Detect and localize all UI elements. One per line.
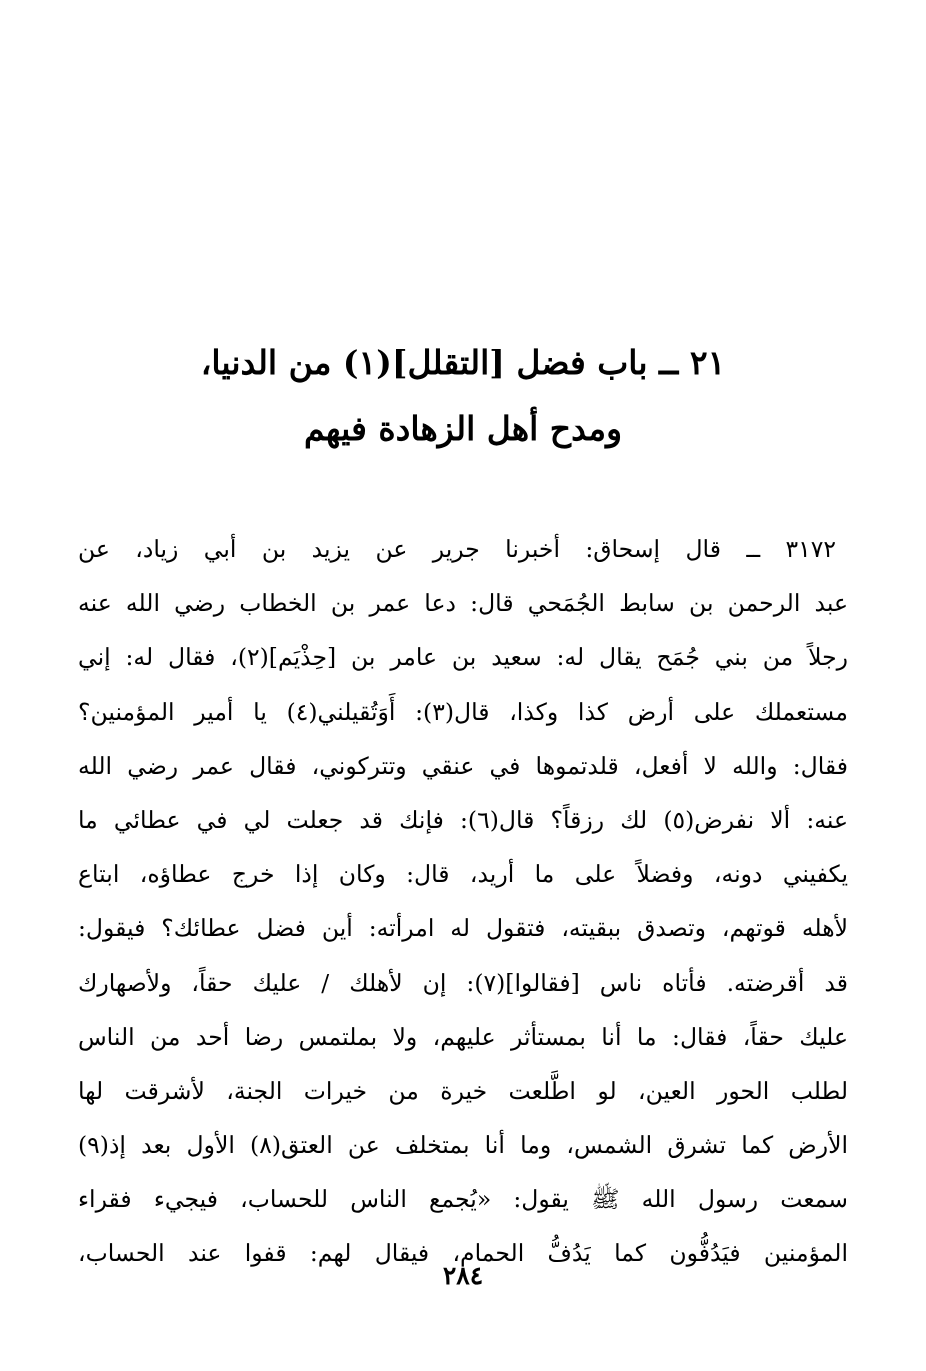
text-line: المؤمنين فيَدُفُّون كما يَدُفُّ الحمام، فيقال لهم: قفوا عند الحساب، (78, 1239, 848, 1268)
text-line: الأرض كما تشرق الشمس، وما أنا بمتخلف عن العتق(٨) الأول بعد إذ(٩) (78, 1131, 848, 1160)
text-line: عبد الرحمن بن سابط الجُمَحي قال: دعا عمر بن الخطاب رضي الله عنه (78, 589, 848, 618)
text-line: سمعت رسول الله ﷺ يقول: «يُجمع الناس للحساب، فيجيء فقراء (78, 1185, 848, 1214)
text-line: رجلاً من بني جُمَح يقال له: سعيد بن عامر بن [حِذْيَم](٢)، فقال له: إني (78, 643, 848, 672)
text-line: ٣١٧٢ ــ قال إسحاق: أخبرنا جرير عن يزيد بن أبي زياد، عن (78, 535, 836, 563)
text-line: لطلب الحور العين، لو اطَّلعت خيرة من خيرات الجنة، لأشرقت لها (78, 1076, 848, 1105)
text-line: قد أقرضته. فأتاه ناس [فقالوا](٧): إن لأهلك / عليك حقاً، ولأصهارك (78, 968, 848, 997)
chapter-title (80, 330, 846, 462)
text-line: لأهله قوتهم، وتصدق ببقيته، فتقول له امرأته: أين فضل عطائك؟ فيقول: (78, 914, 848, 943)
text-line: عليك حقاً، فقال: ما أنا بمستأثر عليهم، ولا بملتمس رضا أحد من الناس (78, 1022, 848, 1051)
chapter-title-line-2: ومدح أهل الزهادة فيهم (303, 409, 623, 448)
text-line: مستعملك على أرض كذا وكذا، قال(٣): أَوَتُقيلني(٤) يا أمير المؤمنين؟ (78, 697, 848, 726)
hadith-text (78, 522, 848, 1281)
text-line: فقال: والله لا أفعل، قلدتموها في عنقي وتتركوني، فقال عمر رضي الله (78, 751, 848, 780)
chapter-title-line-1: ٢١ ــ باب فضل [التقلل](١) من الدنيا، (200, 343, 726, 382)
text-line: عنه: ألا نفرض(٥) لك رزقاً؟ قال(٦): فإنك قد جعلت لي في عطائي ما (78, 805, 848, 834)
page-number: ٢٨٤ (442, 1261, 484, 1290)
text-line: يكفيني دونه، وفضلاً على ما أريد، قال: وكان إذا خرج عطاؤه، ابتاع (78, 860, 848, 889)
